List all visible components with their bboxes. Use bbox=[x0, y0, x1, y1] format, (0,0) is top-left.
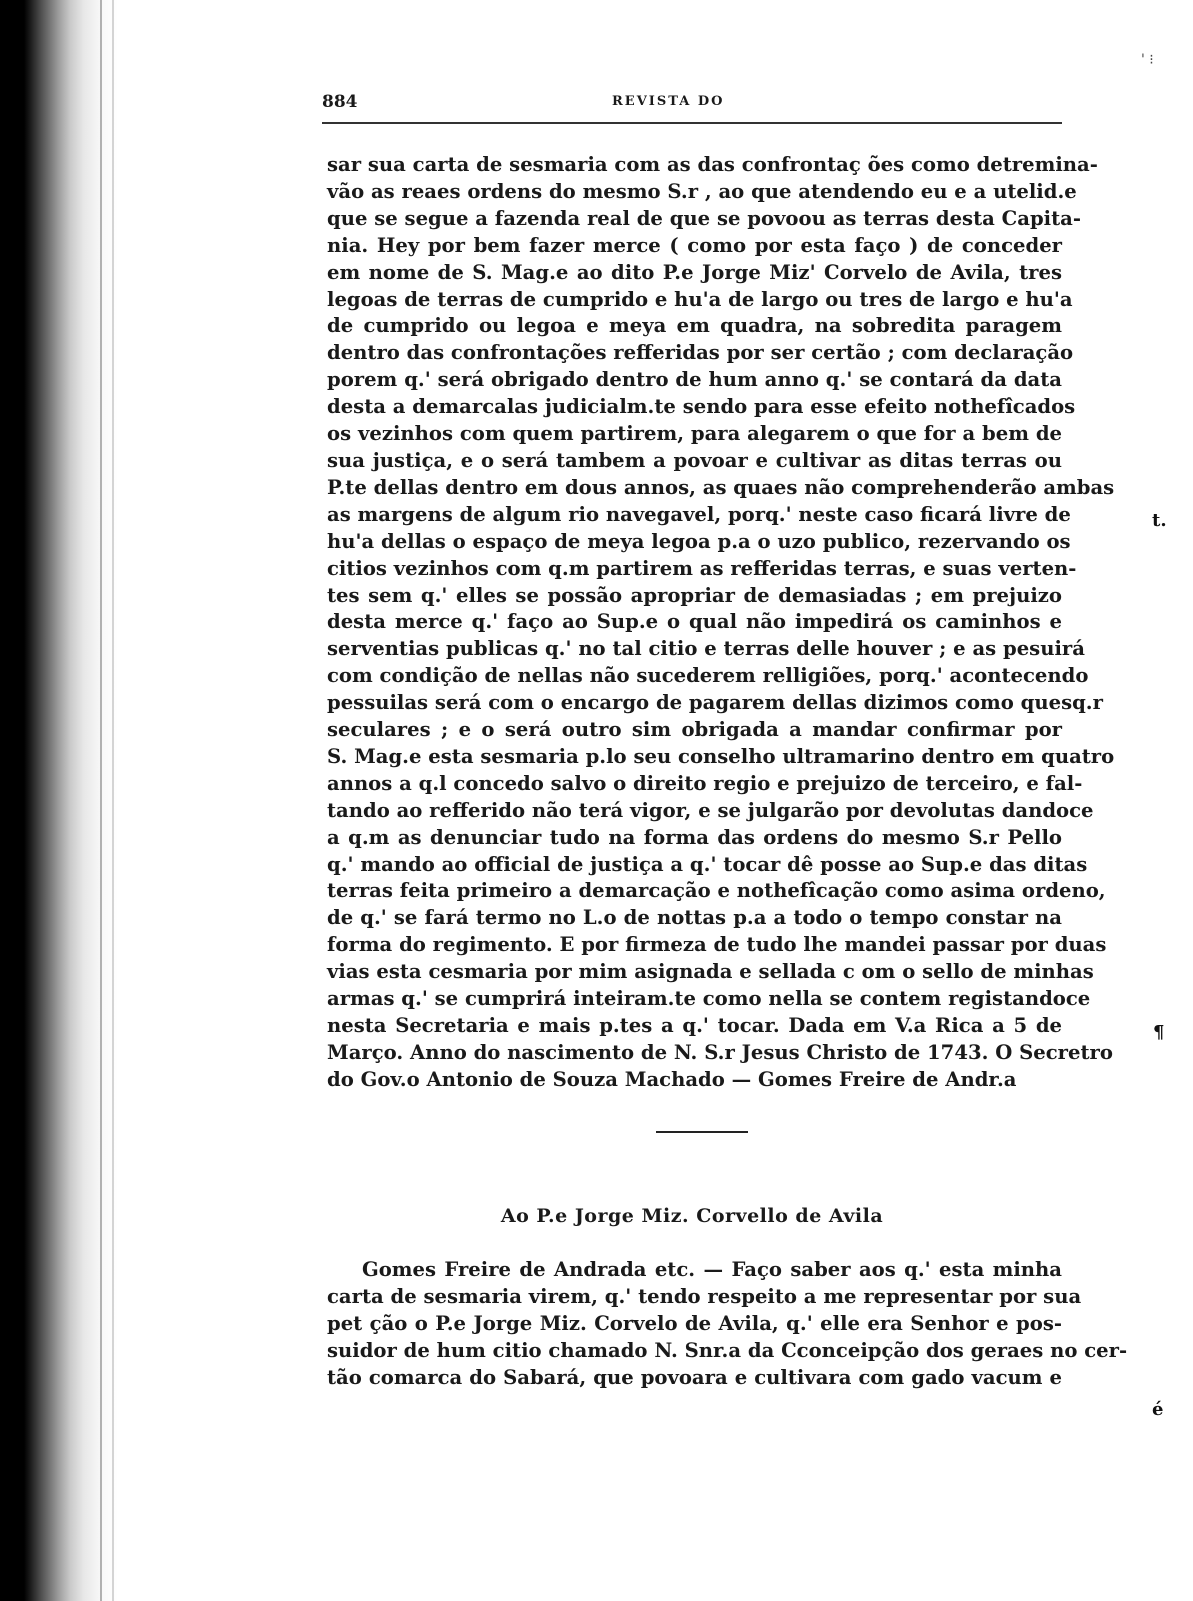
text-line: pessuilas será com o encargo de pagarem dellas dizimos como quesq.r bbox=[327, 691, 1103, 715]
margin-mark: t. bbox=[1152, 510, 1167, 531]
text-line: annos a q.l concedo salvo o direito regio e prejuizo de terceiro, e fal- bbox=[327, 771, 1083, 795]
text-line: seculares ; e o será outro sim obrigada a mandar confirmar por bbox=[327, 718, 1062, 742]
text-line: terras feita primeiro a demarcação e nothefîcação como asima ordeno, bbox=[327, 879, 1106, 903]
binding-crease bbox=[100, 0, 102, 1601]
text-line: carta de sesmaria virem, q.' tendo respeito a me representar por sua bbox=[327, 1284, 1082, 1308]
section-text-block bbox=[327, 1257, 1128, 1392]
text-line: nesta Secretaria e mais p.tes a q.' tocar. Dada em V.a Rica a 5 de bbox=[327, 1014, 1062, 1037]
section-separator bbox=[656, 1131, 748, 1133]
text-line: hu'a dellas o espaço de meya legoa p.a o uzo publico, rezervando os bbox=[327, 529, 1071, 553]
text-line: de cumprido ou legoa e meya em quadra, na sobredita paragem bbox=[327, 314, 1062, 338]
text-line: a q.m as denunciar tudo na forma das ordens do mesmo S.r Pello bbox=[327, 825, 1062, 849]
text-line: de q.' se fará termo no L.o de nottas p.a a todo o tempo constar na bbox=[327, 906, 1062, 930]
text-line: P.te dellas dentro em dous annos, as quaes não comprehenderão ambas bbox=[327, 475, 1115, 499]
text-line: que se segue a fazenda real de que se povoou as terras desta Capita- bbox=[327, 206, 1081, 230]
text-line: os vezinhos com quem partirem, para alegarem o que for a bem de bbox=[327, 422, 1062, 446]
text-line: as margens de algum rio navegavel, porq.' neste caso ficará livre de bbox=[327, 502, 1071, 526]
text-line: com condição de nellas não sucederem relligiões, porq.' acontecendo bbox=[327, 664, 1089, 688]
main-text-block bbox=[327, 152, 1115, 1094]
header-rule bbox=[322, 122, 1062, 124]
text-line: vias esta cesmaria por mim asignada e sellada c om o sello de minhas bbox=[327, 960, 1094, 984]
page-number: 884 bbox=[322, 92, 358, 112]
text-line: serventias publicas q.' no tal citio e terras delle houver ; e as pesuirá bbox=[327, 637, 1085, 661]
text-line: pet ção o P.e Jorge Miz. Corvelo de Avila, q.' elle era Senhor e pos- bbox=[327, 1311, 1062, 1335]
text-line: nia. Hey por bem fazer merce ( como por esta faço ) de conceder bbox=[327, 233, 1062, 257]
text-line: desta merce q.' faço ao Sup.e o qual não impedirá os caminhos e bbox=[327, 610, 1062, 634]
text-line: legoas de terras de cumprido e hu'a de largo ou tres de largo e hu'a bbox=[327, 287, 1073, 311]
scan-artifact: ' ⁝ bbox=[1141, 52, 1154, 68]
text-line: citios vezinhos com q.m partirem as refferidas terras, e suas verten- bbox=[327, 556, 1077, 580]
text-line: armas q.' se cumprirá inteiram.te como nella se contem registandoce bbox=[327, 987, 1091, 1011]
text-line: vão as reaes ordens do mesmo S.r , ao que atendendo eu e a utelid.e bbox=[327, 179, 1077, 203]
text-line: tando ao refferido não terá vigor, e se julgarão por devolutas dandoce bbox=[327, 798, 1094, 822]
text-line: sua justiça, e o será tambem a povoar e cultivar as ditas terras ou bbox=[327, 448, 1062, 472]
margin-mark: ¶ bbox=[1153, 1022, 1165, 1043]
text-line: tão comarca do Sabará, que povoara e cultivara com gado vacum e bbox=[327, 1365, 1062, 1389]
text-line: Gomes Freire de Andrada etc. — Faço saber aos q.' esta minha bbox=[362, 1258, 1062, 1281]
text-line: porem q.' será obrigado dentro de hum anno q.' se contará da data bbox=[327, 368, 1062, 392]
page-header bbox=[322, 92, 1062, 116]
text-line: dentro das confrontações refferidas por ser certão ; com declaração bbox=[327, 341, 1074, 365]
text-line: em nome de S. Mag.e ao dito P.e Jorge Miz' Corvelo de Avila, tres bbox=[327, 260, 1062, 284]
text-line: tes sem q.' elles se possão apropriar de demasiadas ; em prejuizo bbox=[327, 583, 1062, 607]
text-line: sar sua carta de sesmaria com as das confrontaç ões como detremina- bbox=[327, 153, 1098, 176]
text-line: q.' mando ao official de justiça a q.' tocar dê posse ao Sup.e das ditas bbox=[327, 852, 1088, 876]
section-title: Ao P.e Jorge Miz. Corvello de Avila bbox=[500, 1205, 884, 1227]
text-line: Março. Anno do nascimento de N. S.r Jesus Christo de 1743. O Secretro bbox=[327, 1040, 1113, 1064]
text-line: S. Mag.e esta sesmaria p.lo seu conselho ultramarino dentro em quatro bbox=[327, 744, 1115, 768]
binding-crease bbox=[112, 0, 114, 1601]
text-line: forma do regimento. E por firmeza de tudo lhe mandei passar por duas bbox=[327, 933, 1107, 957]
text-line: desta a demarcalas judicialm.te sendo para esse efeito nothefîcados bbox=[327, 395, 1076, 419]
text-line: do Gov.o Antonio de Souza Machado — Gomes Freire de Andr.a bbox=[327, 1067, 1017, 1091]
text-line: suidor de hum citio chamado N. Snr.a da Cconceipção dos geraes no cer- bbox=[327, 1338, 1128, 1362]
margin-mark: é bbox=[1152, 1399, 1164, 1420]
running-head: REVISTA DO bbox=[612, 94, 725, 109]
